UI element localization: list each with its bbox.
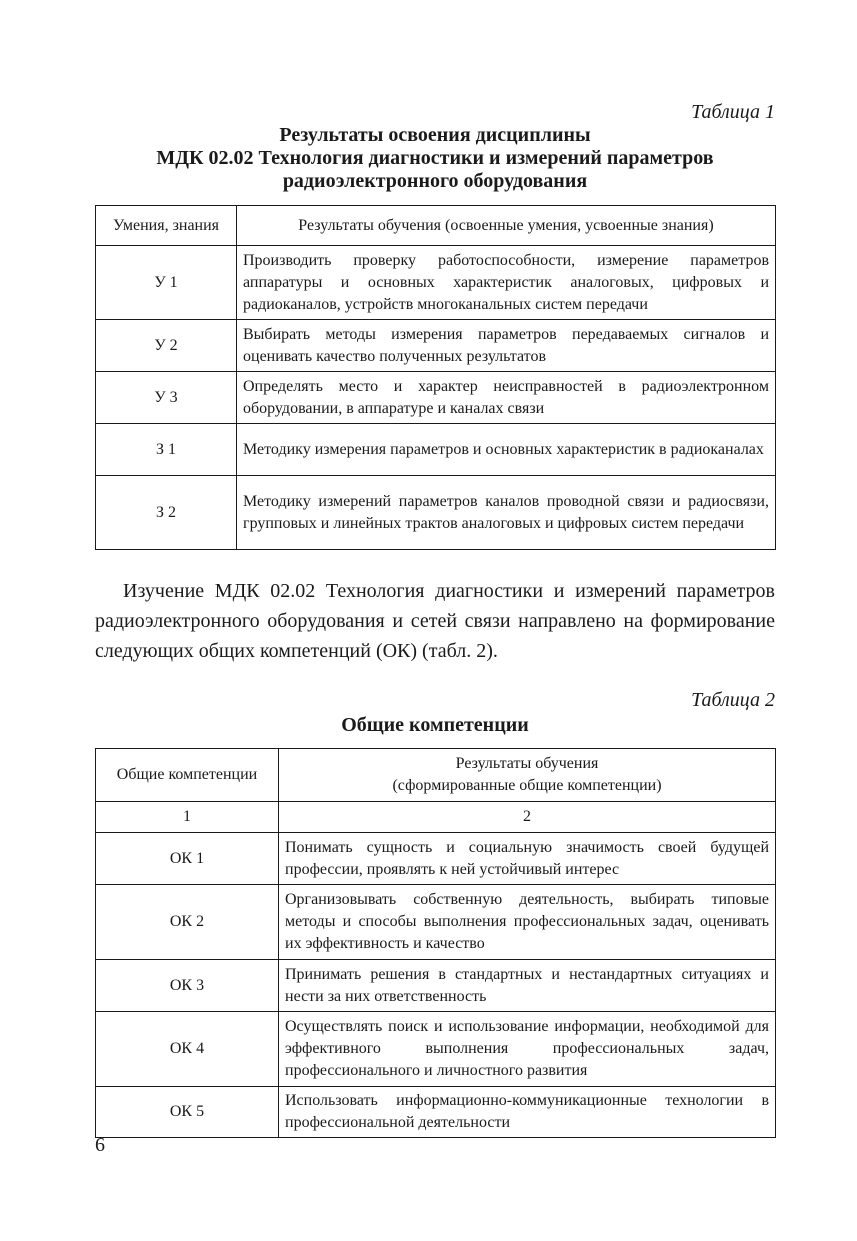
row-text: Определять место и характер неисправностей в радиоэлектронном оборудовании, в аппаратуре и каналах связи — [237, 372, 776, 424]
row-text: Методику измерения параметров и основных характеристик в радиоканалах — [237, 424, 776, 476]
row-text: Методику измерений параметров каналов проводной связи и радиосвязи, групповых и линейных трактов аналоговых и цифровых систем передачи — [237, 476, 776, 550]
row-code: У 3 — [96, 372, 237, 424]
table2-header-line: Результаты обучения — [455, 755, 599, 772]
row-code: У 2 — [96, 320, 237, 372]
table1-header-cell: Умения, знания — [96, 206, 237, 246]
row-text: Осуществлять поиск и использование информации, необходимой для эффективного выполнения профессиональных задач, профессионального и личностного развития — [279, 1012, 776, 1087]
row-text: Выбирать методы измерения параметров передаваемых сигналов и оценивать качество полученных результатов — [237, 320, 776, 372]
column-number: 1 — [96, 802, 279, 833]
row-code: ОК 5 — [96, 1087, 279, 1138]
table1-header-cell: Результаты обучения (освоенные умения, усвоенные знания) — [237, 206, 776, 246]
table1-header-row — [96, 206, 776, 246]
table1-title-line: МДК 02.02 Технология диагностики и измерений параметров — [156, 147, 714, 169]
table-row — [96, 1087, 776, 1138]
table1-title-line: радиоэлектронного оборудования — [282, 170, 588, 192]
table2-header-cell: Общие компетенции — [96, 749, 279, 802]
table-row — [96, 1012, 776, 1087]
page-number: 6 — [95, 1134, 105, 1156]
table1 — [95, 205, 776, 550]
table-row — [96, 476, 776, 550]
row-code: ОК 3 — [96, 960, 279, 1012]
table2 — [95, 748, 776, 1138]
table1-title-line: Результаты освоения дисциплины — [279, 124, 591, 146]
row-code: ОК 1 — [96, 833, 279, 885]
table-row — [96, 320, 776, 372]
table2-title: Общие компетенции — [341, 714, 529, 736]
table-row — [96, 424, 776, 476]
table2-header-cell — [279, 749, 776, 802]
row-code: У 1 — [96, 246, 237, 320]
table2-header-row — [96, 749, 776, 802]
table1-title — [95, 124, 775, 193]
table2-number-row — [96, 802, 776, 833]
row-text: Организовывать собственную деятельность, выбирать типовые методы и способы выполнения профессиональных задач, оценивать их эффективность и качество — [279, 885, 776, 960]
row-code: ОК 4 — [96, 1012, 279, 1087]
table-row — [96, 885, 776, 960]
row-code: З 2 — [96, 476, 237, 550]
row-text: Понимать сущность и социальную значимость своей будущей профессии, проявлять к ней устойчивый интерес — [279, 833, 776, 885]
table2-label: Таблица 2 — [691, 689, 775, 711]
table-row — [96, 833, 776, 885]
table-row — [96, 960, 776, 1012]
row-text: Производить проверку работоспособности, измерение параметров аппаратуры и основных характеристик аналоговых, цифровых и радиоканалов, устройств многоканальных систем передачи — [237, 246, 776, 320]
row-code: З 1 — [96, 424, 237, 476]
row-text: Принимать решения в стандартных и нестандартных ситуациях и нести за них ответственность — [279, 960, 776, 1012]
table1-label: Таблица 1 — [691, 101, 775, 123]
table-row — [96, 246, 776, 320]
page-content — [95, 100, 775, 1138]
table-row — [96, 372, 776, 424]
table2-header-line: (сформированные общие компетенции) — [392, 777, 662, 794]
column-number: 2 — [279, 802, 776, 833]
row-text: Использовать информационно-коммуникационные технологии в профессиональной деятельности — [279, 1087, 776, 1138]
body-paragraph: Изучение МДК 02.02 Технология диагностики и измерений параметров радиоэлектронного оборудования и сетей связи направлено на формирование следующих общих компетенций (ОК) (табл. 2). — [95, 580, 775, 662]
row-code: ОК 2 — [96, 885, 279, 960]
